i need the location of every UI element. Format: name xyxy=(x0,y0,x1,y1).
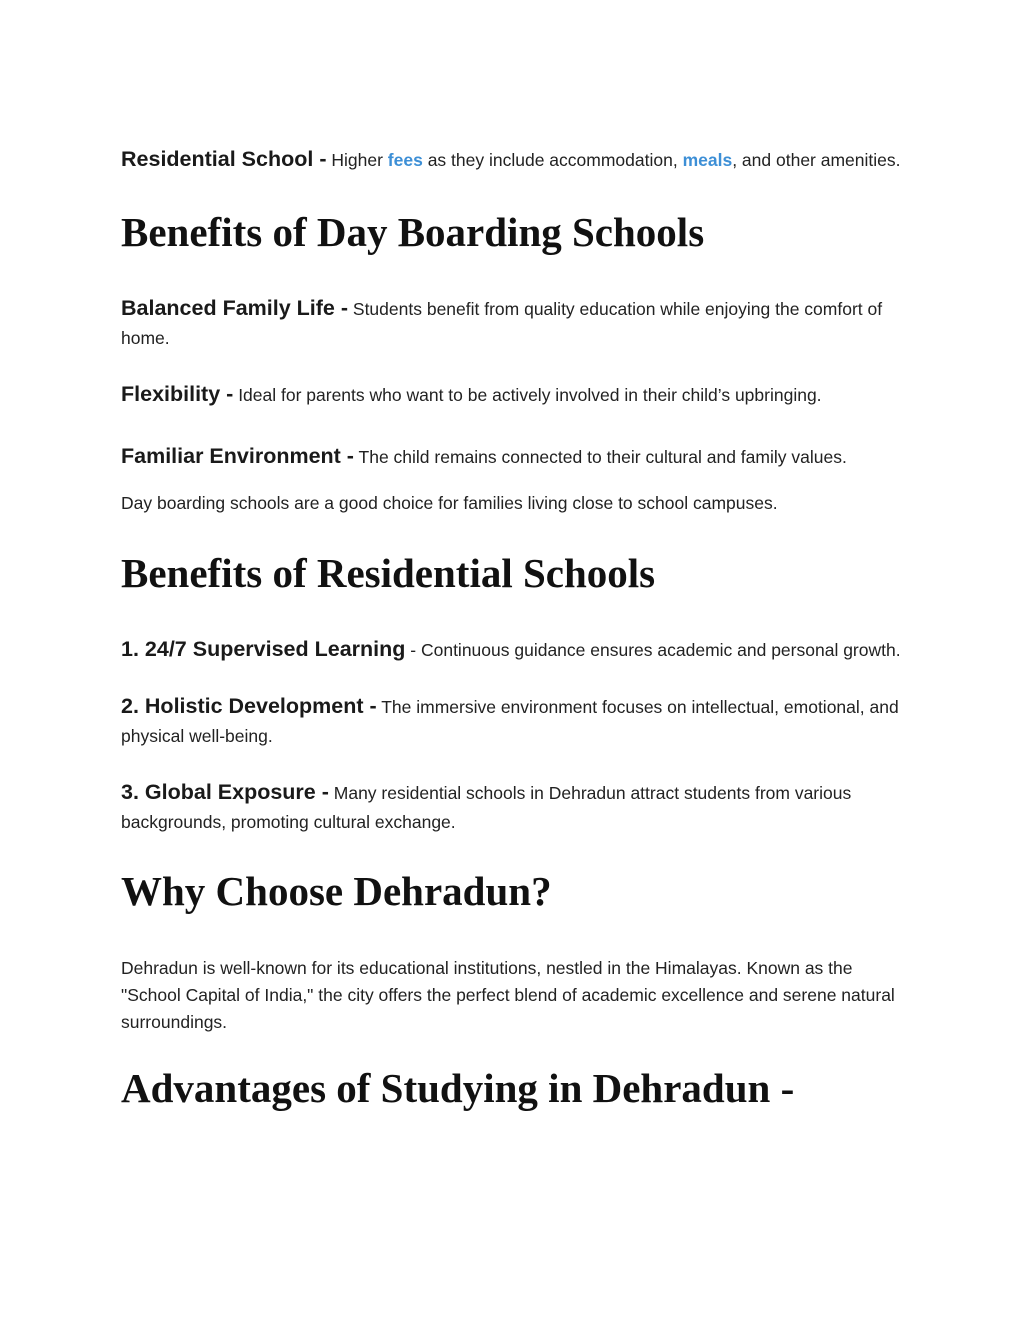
benefit-label: 1. 24/7 Supervised Learning xyxy=(121,637,406,661)
benefit-label: 2. Holistic Development - xyxy=(121,694,377,718)
residential-fees-text-3: , and other amenities. xyxy=(732,150,901,170)
day-boarding-heading: Benefits of Day Boarding Schools xyxy=(121,209,705,255)
dehradun-paragraph: Dehradun is well-known for its educational institutions, nestled in the Himalayas. Known as the "School Capital of India," the city offers the perfect blend of academic excellence and serene natural surroundings. xyxy=(121,958,895,1032)
residential-fees-text-2: as they include accommodation, xyxy=(427,150,678,170)
residential-heading: Benefits of Residential Schools xyxy=(121,550,656,596)
benefit-item xyxy=(121,294,911,353)
residential-school-label: Residential School - xyxy=(121,147,327,171)
benefit-item xyxy=(121,380,911,410)
benefit-text: - Continuous guidance ensures academic and personal growth. xyxy=(410,640,901,660)
fees-link[interactable]: fees xyxy=(387,150,423,170)
residential-school-fees-paragraph xyxy=(121,145,911,175)
benefit-text: Ideal for parents who want to be actively involved in their child’s upbringing. xyxy=(238,385,822,405)
advantages-heading: Advantages of Studying in Dehradun - xyxy=(121,1065,795,1111)
benefit-text: Students benefit from quality education while enjoying the comfort of home. xyxy=(121,299,883,348)
meals-link[interactable]: meals xyxy=(682,150,733,170)
benefit-label: Flexibility - xyxy=(121,382,234,406)
benefit-label: 3. Global Exposure - xyxy=(121,780,329,804)
benefit-item xyxy=(121,442,911,472)
benefit-item xyxy=(121,635,911,665)
residential-fees-text-1: Higher xyxy=(331,150,383,170)
benefit-text: The child remains connected to their cultural and family values. xyxy=(358,447,847,467)
benefit-item xyxy=(121,778,911,837)
day-boarding-note: Day boarding schools are a good choice for families living close to school campuses. xyxy=(121,493,778,513)
document-page xyxy=(121,145,911,1112)
why-dehradun-heading: Why Choose Dehradun? xyxy=(121,868,552,914)
benefit-label: Balanced Family Life - xyxy=(121,296,349,320)
benefit-label: Familiar Environment - xyxy=(121,444,354,468)
benefit-item xyxy=(121,692,911,751)
benefit-text: Many residential schools in Dehradun attract students from various backgrounds, promoting cultural exchange. xyxy=(121,783,852,832)
benefit-text: The immersive environment focuses on intellectual, emotional, and physical well-being. xyxy=(121,697,899,746)
